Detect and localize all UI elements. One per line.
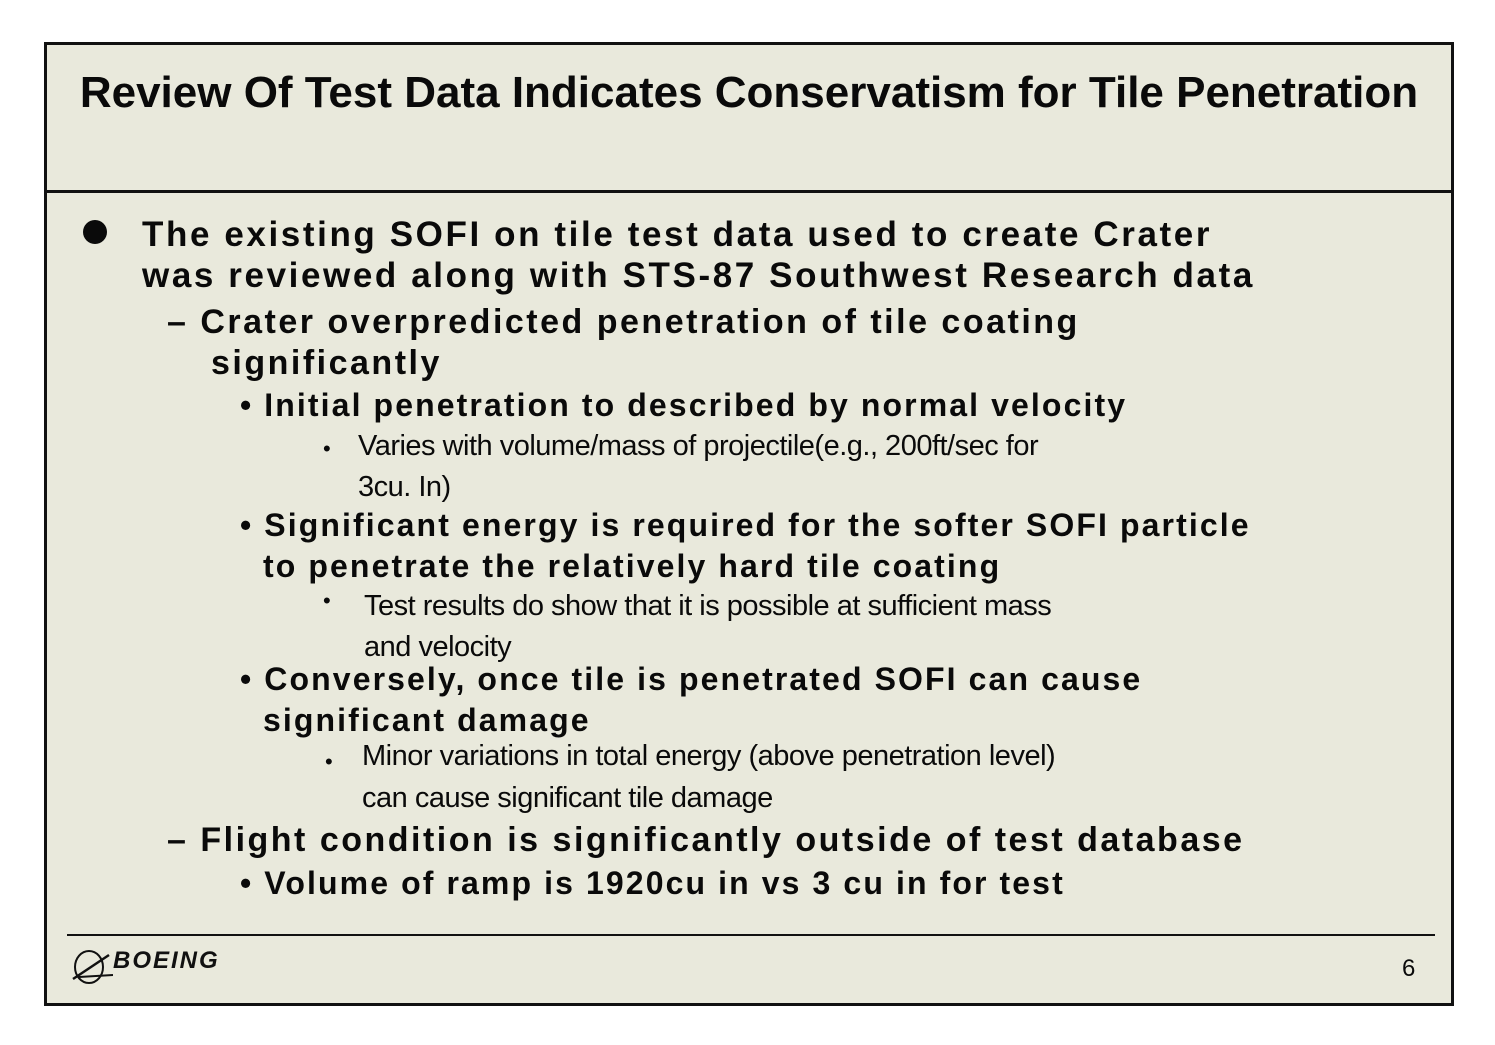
bullet-4-line-1: Varies with volume/mass of projectile(e.g., 200ft/sec for	[358, 430, 1039, 462]
bullet-6-line-2: and velocity	[364, 631, 512, 663]
footer-divider	[67, 934, 1435, 936]
bullet-1-line-2: was reviewed along with STS-87 Southwest Research data	[142, 256, 1255, 295]
boeing-wordmark: BOEING	[113, 947, 220, 974]
boeing-logo	[69, 941, 269, 989]
bullet-8-marker: •	[325, 749, 333, 774]
bullet-5-line-1: • Significant energy is required for the softer SOFI particle	[240, 507, 1251, 543]
page-number: 6	[1402, 955, 1416, 982]
bullet-4-marker: •	[323, 436, 331, 461]
bullet-disc-icon	[83, 220, 107, 244]
slide	[44, 42, 1454, 1006]
bullet-5-line-2: to penetrate the relatively hard tile coating	[263, 548, 1002, 584]
bullet-2-line-1: – Crater overpredicted penetration of tile coating	[167, 303, 1080, 341]
bullet-10-line-1: • Volume of ramp is 1920cu in vs 3 cu in for test	[240, 865, 1065, 901]
slide-title: Review Of Test Data Indicates Conservatism for Tile Penetration	[79, 68, 1419, 117]
bullet-1-line-1: The existing SOFI on tile test data used to create Crater	[142, 215, 1213, 254]
title-box	[47, 45, 1451, 193]
bullet-9-line-1: – Flight condition is significantly outside of test database	[167, 821, 1245, 859]
bullet-8-line-2: can cause significant tile damage	[362, 782, 773, 814]
bullet-6-line-1: Test results do show that it is possible at sufficient mass	[364, 590, 1052, 622]
bullet-6-marker: •	[323, 588, 331, 613]
bullet-8-line-1: Minor variations in total energy (above penetration level)	[362, 740, 1056, 772]
boeing-symbol-icon	[69, 941, 113, 989]
bullet-3-line-1: • Initial penetration to described by normal velocity	[240, 387, 1128, 423]
bullet-2-line-2: significantly	[211, 344, 442, 382]
bullet-7-line-2: significant damage	[263, 702, 591, 738]
bullet-4-line-2: 3cu. In)	[358, 471, 451, 503]
bullet-7-line-1: • Conversely, once tile is penetrated SOFI can cause	[240, 661, 1143, 697]
